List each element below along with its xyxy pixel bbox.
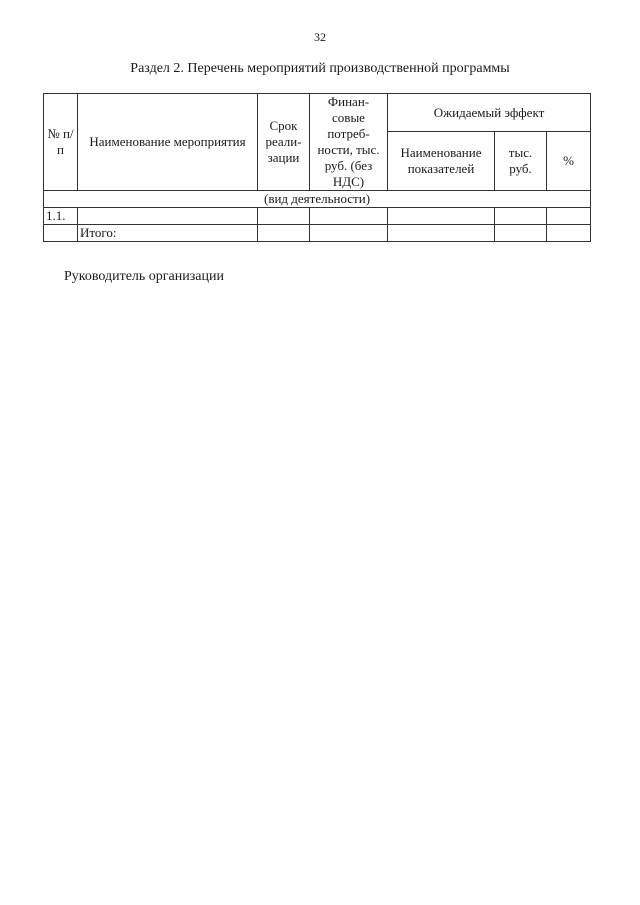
header-term: Срок реали-зации	[258, 94, 310, 191]
header-thousand-rub: тыс. руб.	[495, 132, 547, 191]
header-effect: Ожидаемый эффект	[388, 94, 591, 132]
section-title: Раздел 2. Перечень мероприятий производственной программы	[130, 61, 510, 76]
table-row	[44, 225, 591, 242]
row-finance	[310, 208, 388, 225]
table-row	[44, 208, 591, 225]
header-finance: Финан-совые потреб-ности, тыс. руб. (без НДС)	[310, 94, 388, 191]
row-thousand-rub	[495, 208, 547, 225]
header-indicator: Наименование показателей	[388, 132, 495, 191]
row-num: 1.1.	[44, 208, 78, 225]
total-finance	[310, 225, 388, 242]
total-indicator	[388, 225, 495, 242]
total-thousand-rub	[495, 225, 547, 242]
header-num: № п/п	[44, 94, 78, 191]
header-name: Наименование мероприятия	[78, 94, 258, 191]
activity-type-cell: (вид деятельности)	[44, 191, 591, 208]
total-label: Итого:	[78, 225, 258, 242]
total-num	[44, 225, 78, 242]
total-percent	[547, 225, 591, 242]
row-term	[258, 208, 310, 225]
manager-label: Руководитель организации	[64, 269, 224, 284]
page-number: 32	[314, 30, 326, 44]
header-percent: %	[547, 132, 591, 191]
program-table	[43, 93, 591, 242]
total-term	[258, 225, 310, 242]
activity-type-row	[44, 191, 591, 208]
row-name	[78, 208, 258, 225]
row-indicator	[388, 208, 495, 225]
row-percent	[547, 208, 591, 225]
